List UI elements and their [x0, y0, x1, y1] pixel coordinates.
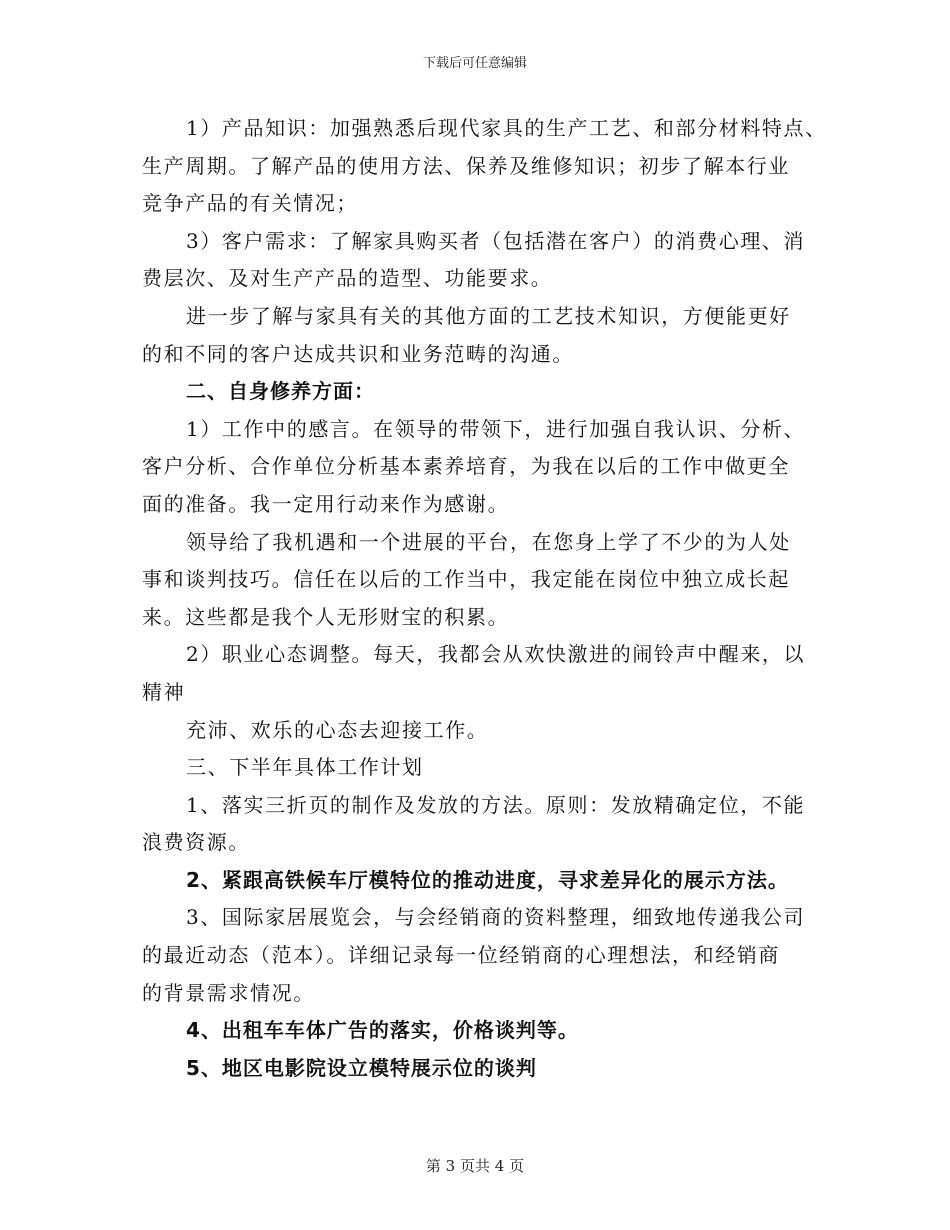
text-line: 2）职业心态调整。每天，我都会从欢快激进的闹铃声中醒来，以	[186, 642, 806, 667]
text-line: 3、国际家居展览会，与会经销商的资料整理，细致地传递我公司	[186, 905, 806, 930]
text-line: 领导给了我机遇和一个进展的平台，在您身上学了不少的为人处	[186, 529, 791, 554]
text-line: 1、落实三折页的制作及发放的方法。原则：发放精确定位，不能	[186, 792, 806, 817]
text-line: 费层次、及对生产产品的造型、功能要求。	[142, 266, 553, 291]
text-line: 客户分析、合作单位分析基本素养培育，为我在以后的工作中做更全	[142, 454, 790, 479]
text-line: 4、出租车车体广告的落实，价格谈判等。	[186, 1018, 579, 1043]
text-line: 竞争产品的有关情况；	[142, 191, 358, 216]
text-line: 面的准备。我一定用行动来作为感谢。	[142, 491, 510, 516]
text-line: 二、自身修养方面：	[186, 379, 375, 404]
text-line: 3）客户需求：了解家具购买者（包括潜在客户）的消费心理、消	[186, 228, 806, 253]
text-line: 来。这些都是我个人无形财宝的积累。	[142, 604, 510, 629]
text-line: 浪费资源。	[142, 830, 250, 855]
text-line: 5、地区电影院设立模特展示位的谈判	[186, 1055, 537, 1080]
document-body	[142, 110, 827, 1087]
text-line: 的和不同的客户达成共识和业务范畴的沟通。	[142, 341, 574, 366]
text-line: 生产周期。了解产品的使用方法、保养及维修知识；初步了解本行业	[142, 153, 790, 178]
text-line: 精神	[142, 679, 186, 704]
text-line: 1）工作中的感言。在领导的带领下，进行加强自我认识、分析、	[186, 416, 806, 441]
text-line: 进一步了解与家具有关的其他方面的工艺技术知识，方便能更好	[186, 303, 791, 328]
text-line: 充沛、欢乐的心态去迎接工作。	[186, 717, 489, 742]
text-line: 1）产品知识：加强熟悉后现代家具的生产工艺、和部分材料特点、	[186, 116, 827, 140]
page-header: 下载后可任意编辑	[422, 56, 527, 71]
text-line: 三、下半年具体工作计划	[186, 755, 424, 780]
page-footer: 第 3 页共 4 页	[425, 1157, 525, 1175]
text-line: 事和谈判技巧。信任在以后的工作当中，我定能在岗位中独立成长起	[142, 567, 790, 592]
text-line: 2、紧跟高铁候车厅模特位的推动进度，寻求差异化的展示方法。	[186, 867, 789, 892]
text-line: 的最近动态（范本）。详细记录每一位经销商的心理想法，和经销商	[142, 943, 780, 968]
text-line: 的背景需求情况。	[142, 980, 315, 1005]
